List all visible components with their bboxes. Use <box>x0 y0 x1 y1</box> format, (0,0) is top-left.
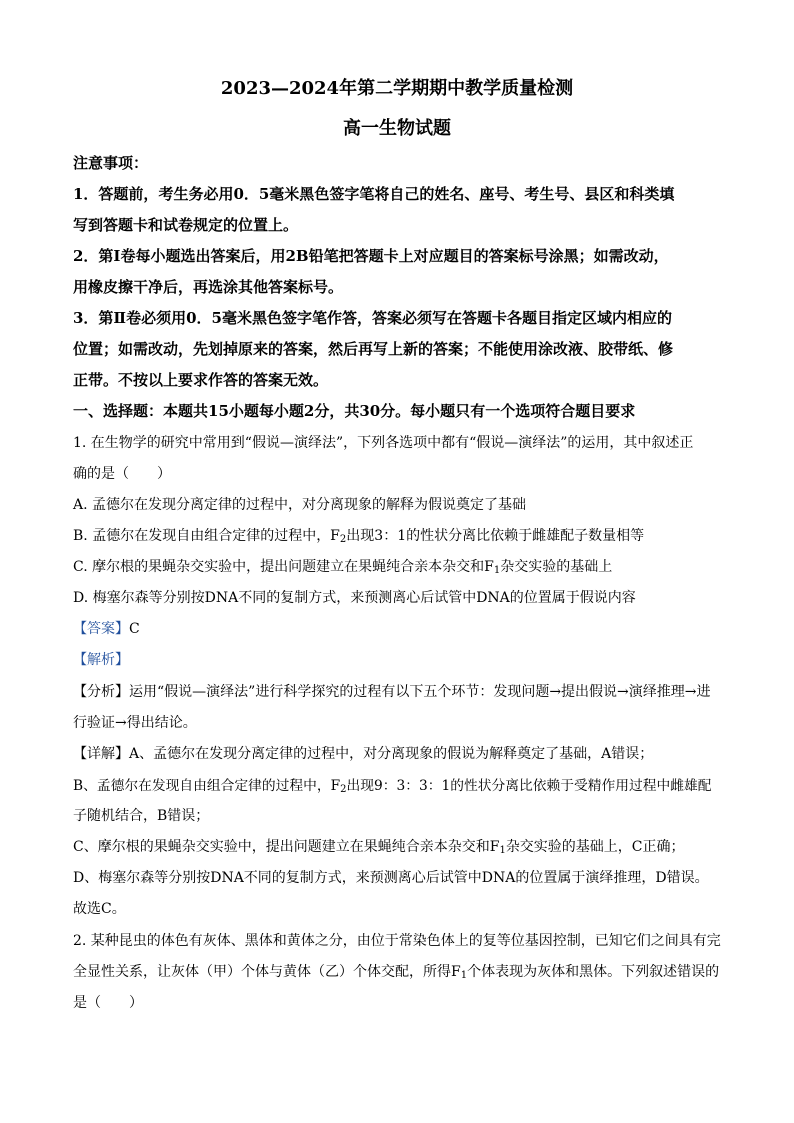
answer-tag: 【答案】 <box>73 621 129 637</box>
q2-stem-line-3: 是（ ） <box>73 995 143 1011</box>
q1-fenxi-line-2: 行验证→得出结论。 <box>73 715 197 731</box>
notice-item-3-line-1: 3．第Ⅱ卷必须用0．5毫米黑色签字笔作答，答案必须写在答题卡各题目指定区域内相应的 <box>73 309 672 327</box>
notice-item-1-line-2: 写到答题卡和试卷规定的位置上。 <box>73 216 299 234</box>
exam-title: 2023—2024年第二学期期中教学质量检测 <box>220 78 574 99</box>
exam-subtitle: 高一生物试题 <box>343 118 451 139</box>
q1-xiangjie-d: D、梅塞尔森等分别按DNA不同的复制方式，来预测离心后试管中DNA的位置属于演绎推理，D错误。 <box>73 870 709 886</box>
q2-stem-line-2: 全显性关系，让灰体（甲）个体与黄体（乙）个体交配，所得$F_1$个体表现为灰体和黑体。下列叙述错误的 <box>73 964 720 981</box>
notice-item-3-line-2: 位置；如需改动，先划掉原来的答案，然后再写上新的答案；不能使用涂改液、胶带纸、修 <box>73 340 674 358</box>
q1-xiangjie-c: C、摩尔根的果蝇杂交实验中，提出问题建立在果蝇纯合亲本杂交和$F_1$杂交实验的基础上，C正确； <box>73 839 685 856</box>
q1-stem-line-2: 确的是（ ） <box>73 466 171 482</box>
q1-analysis-tag: 【解析】 <box>73 652 129 668</box>
q1-option-b: B. 孟德尔在发现自由组合定律的过程中，$F_2$出现3：1的性状分离比依赖于雌雄配子数量相等 <box>73 528 645 545</box>
notice-item-3-line-3: 正带。不按以上要求作答的答案无效。 <box>73 371 329 389</box>
q1-option-c: C. 摩尔根的果蝇杂交实验中，提出问题建立在果蝇纯合亲本杂交和$F_1$杂交实验的基础上 <box>73 559 613 576</box>
q1-fenxi-line-1: 【分析】运用“假说—演绎法”进行科学探究的过程有以下五个环节：发现问题→提出假说→演绎推理→进 <box>73 684 711 700</box>
q1-xiangjie-b-line-1: B、孟德尔在发现自由组合定律的过程中，$F_2$出现9：3：3：1的性状分离比依赖于受精作用过程中雌雄配 <box>73 778 712 795</box>
q1-answer <box>73 618 140 638</box>
q1-option-a: A. 孟德尔在发现分离定律的过程中，对分离现象的解释为假说奠定了基础 <box>73 497 527 513</box>
q1-conclusion: 故选C。 <box>73 901 126 917</box>
notice-item-1-line-1: 1．答题前，考生务必用0．5毫米黑色签字笔将自己的姓名、座号、考生号、县区和科类填 <box>73 185 675 203</box>
q2-stem-line-1: 2. 某种昆虫的体色有灰体、黑体和黄体之分，由位于常染色体上的复等位基因控制，已知它们之间具有完 <box>73 933 721 949</box>
q1-option-d: D. 梅塞尔森等分别按DNA不同的复制方式，来预测离心后试管中DNA的位置属于假说内容 <box>73 590 636 606</box>
section-1-heading: 一、选择题：本题共15小题每小题2分，共30分。每小题只有一个选项符合题目要求 <box>73 402 636 420</box>
q1-stem-line-1: 1. 在生物学的研究中常用到“假说—演绎法”，下列各选项中都有“假说—演绎法”的运用，其中叙述正 <box>73 435 694 451</box>
q1-xiangjie-b-line-2: 子随机结合，B错误； <box>73 808 210 824</box>
q1-xiangjie-a: 【详解】A、孟德尔在发现分离定律的过程中，对分离现象的假说为解释奠定了基础，A错误； <box>73 746 654 762</box>
notice-heading: 注意事项： <box>73 154 149 172</box>
answer-value: C <box>129 621 140 637</box>
notice-item-2-line-2: 用橡皮擦干净后，再选涂其他答案标号。 <box>73 278 344 296</box>
notice-item-2-line-1: 2．第Ⅰ卷每小题选出答案后，用2B铅笔把答题卡上对应题目的答案标号涂黑；如需改动， <box>73 247 669 265</box>
